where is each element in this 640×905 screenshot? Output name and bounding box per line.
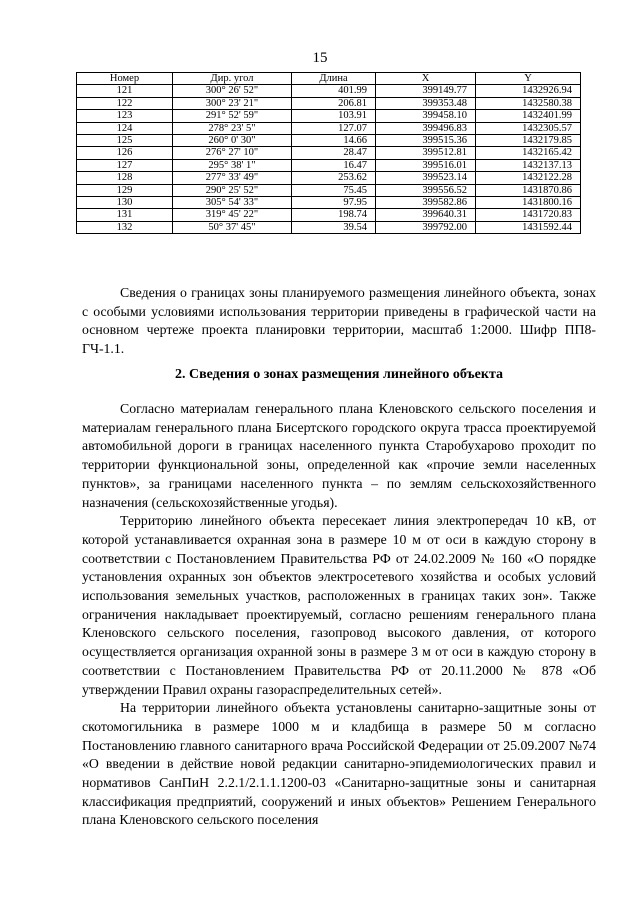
cell-direction-angle: 300° 23' 21" bbox=[173, 97, 292, 109]
table-body bbox=[77, 85, 581, 234]
header-direction-angle: Дир. угол bbox=[173, 73, 292, 85]
cell-y: 1432401.99 bbox=[476, 110, 581, 122]
cell-y: 1432165.42 bbox=[476, 147, 581, 159]
cell-length: 16.47 bbox=[292, 159, 376, 171]
cell-direction-angle: 276° 27' 10" bbox=[173, 147, 292, 159]
cell-length: 103.91 bbox=[292, 110, 376, 122]
cell-x: 399458.10 bbox=[376, 110, 476, 122]
table-header-row bbox=[77, 73, 581, 85]
cell-number: 129 bbox=[77, 184, 173, 196]
cell-number: 122 bbox=[77, 97, 173, 109]
table-row bbox=[77, 147, 581, 159]
cell-number: 131 bbox=[77, 209, 173, 221]
cell-x: 399640.31 bbox=[376, 209, 476, 221]
cell-length: 401.99 bbox=[292, 85, 376, 97]
cell-length: 28.47 bbox=[292, 147, 376, 159]
cell-y: 1431870.86 bbox=[476, 184, 581, 196]
cell-length: 127.07 bbox=[292, 122, 376, 134]
cell-x: 399792.00 bbox=[376, 221, 476, 233]
cell-direction-angle: 319° 45' 22" bbox=[173, 209, 292, 221]
cell-number: 123 bbox=[77, 110, 173, 122]
cell-number: 121 bbox=[77, 85, 173, 97]
cell-x: 399149.77 bbox=[376, 85, 476, 97]
cell-length: 14.66 bbox=[292, 135, 376, 147]
cell-x: 399556.52 bbox=[376, 184, 476, 196]
cell-direction-angle: 290° 25' 52" bbox=[173, 184, 292, 196]
cell-y: 1431592.44 bbox=[476, 221, 581, 233]
cell-y: 1432122.28 bbox=[476, 172, 581, 184]
cell-direction-angle: 305° 54' 33" bbox=[173, 197, 292, 209]
cell-direction-angle: 295° 38' 1" bbox=[173, 159, 292, 171]
paragraph-sanitary-zones: На территории линейного объекта установлены санитарно-защитные зоны от скотомогильника в размере 1000 м и кладбища в размере 50 м согласно Постановлению главного санитарного врача Российской Федерации от 25.09.2007 №74 «О введении в действие новой редакции санитарно-эпидемиологических правил и нормативов СанПиН 2.2.1/2.1.1.1200-03 «Санитарно-защитные зоны и санитарная классификация предприятий, сооружений и иных объектов» Решением Генерального плана Кленовского сельского поселения bbox=[82, 700, 596, 828]
cell-length: 97.95 bbox=[292, 197, 376, 209]
cell-y: 1431720.83 bbox=[476, 209, 581, 221]
table-row bbox=[77, 159, 581, 171]
cell-number: 132 bbox=[77, 221, 173, 233]
cell-direction-angle: 300° 26' 52" bbox=[173, 85, 292, 97]
cell-x: 399523.14 bbox=[376, 172, 476, 184]
cell-x: 399512.81 bbox=[376, 147, 476, 159]
cell-length: 198.74 bbox=[292, 209, 376, 221]
table-row bbox=[77, 209, 581, 221]
table-row bbox=[77, 172, 581, 184]
cell-x: 399353.48 bbox=[376, 97, 476, 109]
section-heading: 2. Сведения о зонах размещения линейного объекта bbox=[174, 367, 503, 382]
cell-number: 126 bbox=[77, 147, 173, 159]
table-row bbox=[77, 110, 581, 122]
paragraph-power-line: Территорию линейного объекта пересекает линия электропередач 10 кВ, от которой устанавливается охранная зона в размере 10 м от оси в каждую сторону в соответствии с Постановлением Правительства РФ от 24.02.2009 № 160 «О порядке установления охранных зон объектов электросетевого хозяйства и особых условий использования земельных участков, расположенных в границах таких зон». Также ограничения накладывает проектируемый, согласно решениям генерального плана Кленовского сельского поселения, газопровод высокого давления, от которого осуществляется организация охранной зоны в размере 3 м от оси в каждую сторону в соответствии с Постановлением Правительства РФ от 20.11.2000 № 878 «Об утверждении Правил охраны газораспределительных сетей». bbox=[82, 513, 596, 697]
table-row bbox=[77, 122, 581, 134]
cell-x: 399496.83 bbox=[376, 122, 476, 134]
cell-y: 1432305.57 bbox=[476, 122, 581, 134]
cell-number: 130 bbox=[77, 197, 173, 209]
table-row bbox=[77, 97, 581, 109]
cell-direction-angle: 277° 33' 49" bbox=[173, 172, 292, 184]
cell-length: 206.81 bbox=[292, 97, 376, 109]
cell-x: 399582.86 bbox=[376, 197, 476, 209]
cell-direction-angle: 260° 0' 30" bbox=[173, 135, 292, 147]
cell-y: 1432179.85 bbox=[476, 135, 581, 147]
header-length: Длина bbox=[292, 73, 376, 85]
body-text bbox=[82, 400, 596, 830]
cell-length: 75.45 bbox=[292, 184, 376, 196]
coordinates-table bbox=[76, 72, 581, 234]
cell-number: 128 bbox=[77, 172, 173, 184]
header-number: Номер bbox=[77, 73, 173, 85]
header-x: X bbox=[376, 73, 476, 85]
cell-y: 1432926.94 bbox=[476, 85, 581, 97]
cell-x: 399515.36 bbox=[376, 135, 476, 147]
cell-length: 253.62 bbox=[292, 172, 376, 184]
cell-number: 127 bbox=[77, 159, 173, 171]
cell-length: 39.54 bbox=[292, 221, 376, 233]
intro-block bbox=[82, 284, 596, 359]
cell-direction-angle: 50° 37' 45" bbox=[173, 221, 292, 233]
table-row bbox=[77, 184, 581, 196]
table-row bbox=[77, 197, 581, 209]
cell-direction-angle: 291° 52' 59" bbox=[173, 110, 292, 122]
paragraph-general-plan: Согласно материалам генерального плана Кленовского сельского поселения и материалам генерального плана Бисертского городского округа трасса проектируемой автомобильной дороги в границах населенного пункта Старобухарово проходит по территории функциональной зоны, определенной как «прочие земли населенных пунктов», за границами населенного пункта – по землям сельскохозяйственного назначения (сельскохозяйственные угодья). bbox=[82, 401, 596, 510]
cell-y: 1432137.13 bbox=[476, 159, 581, 171]
table-row bbox=[77, 85, 581, 97]
cell-y: 1431800.16 bbox=[476, 197, 581, 209]
page-number: 15 bbox=[312, 50, 328, 66]
cell-number: 125 bbox=[77, 135, 173, 147]
cell-number: 124 bbox=[77, 122, 173, 134]
cell-y: 1432580.38 bbox=[476, 97, 581, 109]
table-row bbox=[77, 135, 581, 147]
cell-direction-angle: 278° 23' 5" bbox=[173, 122, 292, 134]
header-y: Y bbox=[476, 73, 581, 85]
intro-paragraph: Сведения о границах зоны планируемого размещения линейного объекта, зонах с особыми условиями использования территории приведены в графической части на основном чертеже проекта планировки территории, масштаб 1:2000. Шифр ПП8-ГЧ-1.1. bbox=[82, 285, 596, 357]
table-row bbox=[77, 221, 581, 233]
cell-x: 399516.01 bbox=[376, 159, 476, 171]
